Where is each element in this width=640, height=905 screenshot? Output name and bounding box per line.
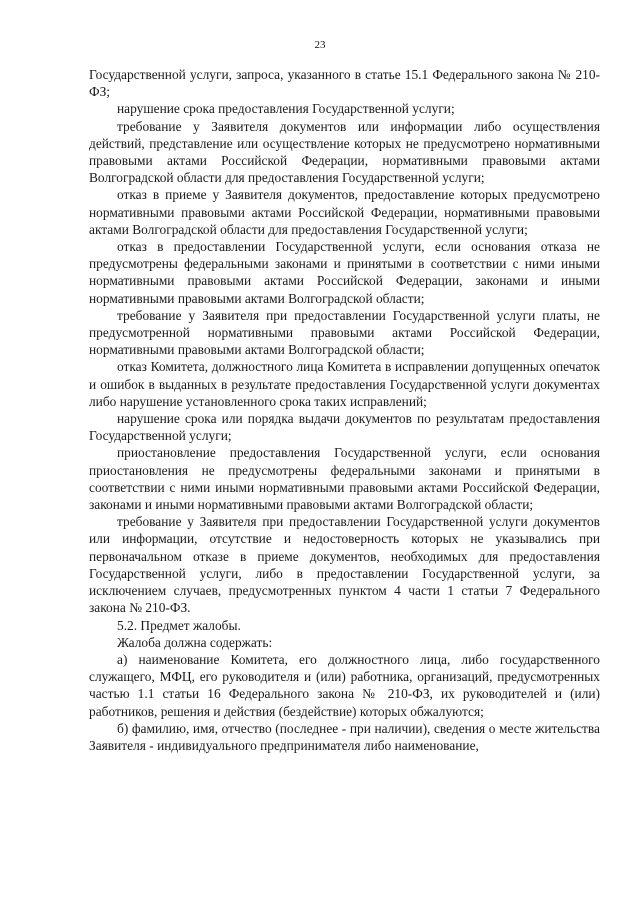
paragraph: Государственной услуги, запроса, указанного в статье 15.1 Федерального закона № 210-ФЗ; xyxy=(89,67,600,100)
paragraph: требование у Заявителя при предоставлении Государственной услуги документов или информации, отсутствие и недостоверность которых не указывались при первоначальном отказе в приеме документов, необходимых для предоставления Государственной услуги, либо в предоставлении Государственной услуги, за исключением случаев, предусмотренных пунктом 4 части 1 статьи 7 Федерального закона № 210-ФЗ. xyxy=(89,514,600,616)
paragraph: 5.2. Предмет жалобы. xyxy=(117,617,241,633)
paragraph: требование у Заявителя при предоставлении Государственной услуги платы, не предусмотренной нормативными правовыми актами Российской Федерации, нормативными правовыми актами Волгоградской области; xyxy=(89,307,600,358)
paragraph: приостановление предоставления Государственной услуги, если основания приостановления не предусмотрены федеральными законами и принятыми в соответствии с ними иными нормативными правовыми актами Российской Федерации, законами и иными нормативными правовыми актами Волгоградской области; xyxy=(89,445,600,513)
body-text xyxy=(89,66,600,754)
paragraph: а) наименование Комитета, его должностного лица, либо государственного служащего, МФЦ, его руководителя и (или) работника, организаций, предусмотренных частью 1.1 статьи 16 Федерального закона № 210-ФЗ, их руководителей и (или) работников, решения и действия (бездействие) которых обжалуются; xyxy=(89,651,600,719)
paragraph: требование у Заявителя документов или информации либо осуществления действий, представление или осуществление которых не предусмотрено нормативными правовыми актами Российской Федерации, нормативными правовыми актами Волгоградской области для предоставления Государственной услуги; xyxy=(89,118,600,186)
paragraph: нарушение срока предоставления Государственной услуги; xyxy=(117,101,455,117)
paragraph: нарушение срока или порядка выдачи документов по результатам предоставления Государственной услуги; xyxy=(89,411,600,444)
paragraph: отказ Комитета, должностного лица Комитета в исправлении допущенных опечаток и ошибок в выданных в результате предоставления Государственной услуги документах либо нарушение установленного срока таких исправлений; xyxy=(89,359,600,409)
paragraph: Жалоба должна содержать: xyxy=(117,634,273,650)
paragraph: б) фамилию, имя, отчество (последнее - при наличии), сведения о месте жительства Заявителя - индивидуального предпринимателя либо наименование, xyxy=(89,720,600,753)
paragraph: отказ в предоставлении Государственной услуги, если основания отказа не предусмотрены федеральными законами и принятыми в соответствии с ними иными нормативными правовыми актами Российской Федерации, законами и иными нормативными правовыми актами Волгоградской области; xyxy=(89,239,600,306)
paragraph: отказ в приеме у Заявителя документов, предоставление которых предусмотрено нормативными правовыми актами Российской Федерации, нормативными правовыми актами Волгоградской области для предоставления Государственной услуги; xyxy=(89,187,600,237)
page-number: 23 xyxy=(314,39,326,51)
